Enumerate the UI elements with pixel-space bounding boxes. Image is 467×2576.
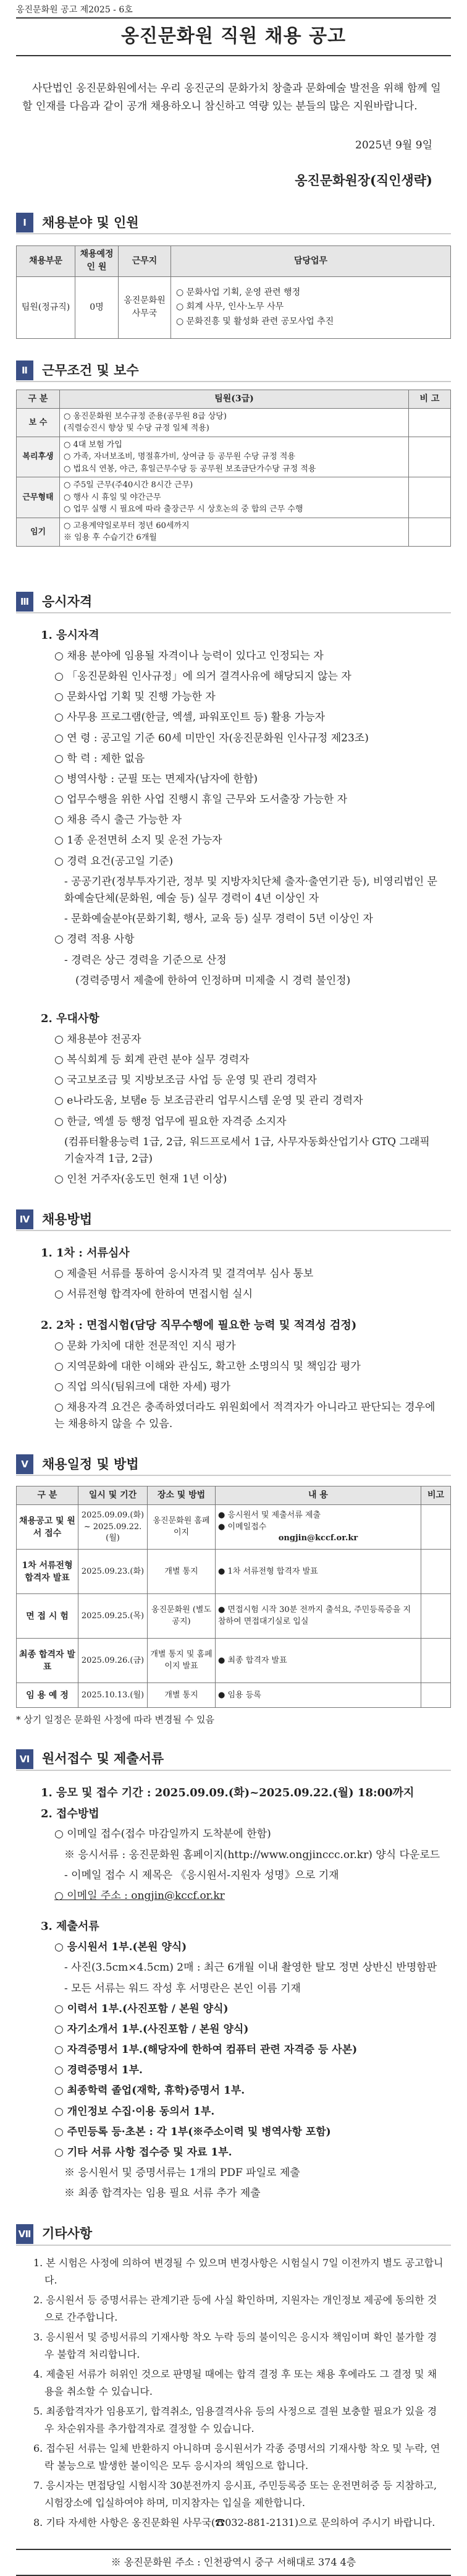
list-item: 7. 응시자는 면접당일 시험시작 30분전까지 응시표, 주민등록증 또는 운전면허증 등 지참하고, 시험장소에 입실하여야 하며, 미지참자는 입실을 제한합니다.: [33, 2479, 437, 2509]
list-item: ○ 채용 즉시 출근 가능한 자: [54, 814, 182, 827]
line: ※ 임용 후 수습기간 6개월: [64, 533, 157, 543]
row-content: ● 임용 등록: [216, 1683, 421, 1708]
list-item: ○ 채용분야 전공자: [54, 1033, 141, 1046]
notice-date: 2025년 9월 9일: [355, 139, 432, 151]
list-item: - 사진(3.5cm×4.5cm) 2매 : 최근 6개월 이내 촬영한 탈모 정면 상반신 반명함판: [64, 1961, 437, 1974]
cell-field: 팀원(정규직): [17, 276, 75, 338]
list-item: ○ 경력 적용 사항: [54, 933, 135, 946]
list-item: - 모든 서류는 워드 작성 후 서명란은 본인 이름 기재: [64, 1982, 301, 1995]
duty-line: ○ 회계 사무, 인사·노무 사무: [176, 302, 284, 312]
list-item: ○ 직업 의식(팀워크에 대한 자세) 평가: [54, 1380, 231, 1393]
list-item: 1. 본 시험은 사정에 의하여 변경될 수 있으며 변경사항은 시험실시 7일 이전까지 별도 공고합니다.: [33, 2256, 444, 2286]
list-item: ○ 제출된 서류를 통하여 응시자격 및 결격여부 심사 통보: [54, 1268, 314, 1281]
row-content: ● 면접시험 시작 30분 전까지 출석요, 주민등록증을 지참하여 면접대기실로 입실: [216, 1594, 421, 1639]
col-header: 장소 및 방법: [148, 1486, 216, 1505]
section-title: 채용분야 및 인원: [42, 215, 139, 230]
subsection-title: 2. 2차 : 면접시험(담당 직무수행에 필요한 능력 및 적격성 검정): [41, 1318, 357, 1332]
section-number: Ⅱ: [16, 360, 33, 380]
list-item: ○ 개인정보 수집·이용 동의서 1부.: [54, 2105, 215, 2118]
table-row: [17, 518, 451, 546]
table-row: [17, 1683, 451, 1708]
section-title: 근무조건 및 보수: [42, 362, 139, 378]
row-place: 개별 통지 및 홈페이지 발표: [148, 1639, 216, 1683]
row-note: [421, 1505, 451, 1550]
section-title: 기타사항: [42, 2226, 93, 2241]
schedule-table: [16, 1486, 451, 1708]
list-item: ○ 문화 가치에 대한 전문적인 지식 평가: [54, 1339, 236, 1352]
line: ○ 고용계약일로부터 정년 60세까지: [64, 521, 190, 531]
line: ○ 업무 실행 시 필요에 따라 출장근무 시 상호논의 중 합의 근무 수행: [64, 505, 303, 514]
table-row: [17, 437, 451, 477]
row-note: [421, 1639, 451, 1683]
list-item: ○ 응시원서 1부.(본원 양식): [54, 1941, 187, 1954]
table-row: [17, 477, 451, 518]
email-link[interactable]: [54, 1888, 442, 1904]
section-title: 채용일정 및 방법: [42, 1457, 139, 1472]
line: ○ 법요식 연봉, 야근, 휴일근무수당 등 공무원 보조금단가수당 규정 적용: [64, 464, 316, 474]
row-date: 2025.10.13.(월): [78, 1683, 148, 1708]
row-place: 개별 통지: [148, 1683, 216, 1708]
row-note: [421, 1550, 451, 1594]
list-item: ○ 국고보조금 및 지방보조금 사업 등 운영 및 관리 경력자: [54, 1074, 317, 1087]
table-row: [17, 1594, 451, 1639]
row-label: 면 접 시 험: [17, 1594, 78, 1639]
col-header: 비고: [421, 1486, 451, 1505]
row-content: [60, 408, 409, 437]
row-place: 옹진문화원 (별도 공지): [148, 1594, 216, 1639]
qualification-list: [54, 648, 442, 989]
line: ○ 가족, 자녀보조비, 명절휴가비, 상여금 등 공무원 수당 규정 적용: [64, 452, 295, 462]
list-item: 2. 응시원서 등 증명서류는 관계기관 등에 사실 확인하며, 지원자는 개인정보 제공에 동의한 것으로 간주합니다.: [33, 2293, 437, 2323]
list-item: ○ 복식회계 등 회계 관련 분야 실무 경력자: [54, 1054, 250, 1067]
list-item: - 문화예술분야(문화기획, 행사, 교육 등) 실무 경력이 5년 이상인 자: [64, 913, 373, 926]
list-item: ○ 학 력 : 제한 없음: [54, 752, 145, 765]
row-label: 복리후생: [17, 437, 60, 477]
row-note: [421, 1683, 451, 1708]
duty-line: ○ 문화진흥 및 활성화 관련 공모사업 추진: [176, 317, 334, 327]
col-header: 채용예정 인 원: [75, 245, 119, 276]
list-item: ○ 지역문화에 대한 이해와 관심도, 확고한 소명의식 및 책임감 평가: [54, 1360, 361, 1373]
apply-period: 1. 응모 및 접수 기간 : 2025.09.09.(화)~2025.09.22.(월) 18:00까지: [41, 1786, 414, 1799]
section-number: Ⅲ: [16, 592, 33, 612]
col-header: 채용부문: [17, 245, 75, 276]
row-note: [409, 437, 451, 477]
list-item: ○ 경력증명서 1부.: [54, 2064, 143, 2077]
section-title: 원서접수 및 제출서류: [42, 1751, 164, 1767]
list-item: ○ 서류전형 합격자에 한하여 면접시험 실시: [54, 1288, 253, 1301]
row-label: 임 용 예 정: [17, 1683, 78, 1708]
row-content: ● 최종 합격자 발표: [216, 1639, 421, 1683]
row-content: [60, 437, 409, 477]
cell-duties: [171, 276, 451, 338]
row-label: 근무형태: [17, 477, 60, 518]
list-item: 4. 제출된 서류가 허위인 것으로 판명될 때에는 합격 결정 후 또는 채용 후에라도 그 결정 및 채용을 취소할 수 있습니다.: [33, 2368, 437, 2397]
subsection-title: 2. 우대사항: [41, 1012, 99, 1025]
list-item: 6. 접수된 서류는 일체 반환하지 아니하며 응시원서가 각종 증명서의 기재사항 착오 및 누락, 연락 불능으로 발생한 불이익은 모두 응시자의 책임으로 합니다.: [33, 2442, 440, 2472]
line: ○ 4대 보험 가입: [64, 440, 122, 450]
schedule-note: * 상기 일정은 문화원 사정에 따라 변경될 수 있음: [16, 1714, 214, 1726]
subsection-title: 1. 1차 : 서류심사: [41, 1247, 130, 1260]
row-date: 2025.09.23.(화): [78, 1550, 148, 1594]
row-date: 2025.09.25.(목): [78, 1594, 148, 1639]
list-item: ○ 자기소개서 1부.(사진포함 / 본원 양식): [54, 2023, 249, 2036]
cell-location: 옹진문화원 사무국: [119, 276, 171, 338]
section-title: 응시자격: [42, 594, 93, 609]
col-header: 비 고: [409, 390, 451, 408]
subsection-title: 1. 응시자격: [41, 628, 99, 642]
section-header-method: [16, 1209, 451, 1231]
subsection-title: 3. 제출서류: [41, 1920, 99, 1934]
col-header: 팀원(3급): [60, 390, 409, 408]
intro-text: 사단법인 옹진문화원에서는 우리 옹진군의 문화가치 창출과 문화예술 발전을 위해 함께 일할 인재를 다음과 같이 공개 채용하오니 참신하고 역량 있는 분들의 많은 지원바랍니다.: [22, 82, 441, 113]
address-footer: ※ 옹진문화원 주소 : 인천광역시 중구 서해대로 374 4층: [16, 2549, 451, 2576]
row-label: 보 수: [17, 408, 60, 437]
list-item: 8. 기타 자세한 사항은 옹진문화원 사무국(☎032-881-2131)으로 문의하여 주시기 바랍니다.: [33, 2516, 435, 2528]
section-header-qualifications: [16, 591, 451, 613]
method-list-1: [54, 1266, 442, 1303]
recruit-table: [16, 245, 451, 339]
row-date: 2025.09.26.(금): [78, 1639, 148, 1683]
list-item: 3. 응시원서 및 증빙서류의 기재사항 착오 누락 등의 불이익은 응시자 책임이며 확인 불가할 경우 불합격 처리합니다.: [33, 2331, 437, 2360]
documents-list: [54, 1939, 442, 2202]
section-title: 채용방법: [42, 1212, 93, 1227]
list-item: ○ 「옹진문화원 인사규정」에 의거 결격사유에 해당되지 않는 자: [54, 670, 351, 683]
line: ○ 행사 시 휴일 및 야간근무: [64, 492, 161, 502]
line: ○ 옹진문화원 보수규정 준용(공무원 8급 상당): [64, 411, 227, 421]
row-label: 임기: [17, 518, 60, 546]
table-row: [17, 408, 451, 437]
col-header: 구 분: [17, 1486, 78, 1505]
preference-list: [54, 1031, 442, 1188]
list-item: ○ 자격증명서 1부.(해당자에 한하여 컴퓨터 관련 자격증 등 사본): [54, 2044, 358, 2057]
list-item: ○ 1종 운전면허 소지 및 운전 가능자: [54, 834, 222, 847]
list-item: - 공공기관(정부투자기관, 정부 및 지방자치단체 출자·출연기관 등), 비영리법인 문화예술단체(문화원, 예술 등) 실무 경력이 4년 이상인 자: [64, 875, 437, 905]
list-item: - 경력은 상근 경력을 기준으로 산정: [64, 953, 227, 966]
table-row: [17, 1505, 451, 1550]
row-label: 1차 서류전형 합격자 발표: [17, 1550, 78, 1594]
line: ● 응시원서 및 제출서류 제출: [218, 1510, 321, 1520]
line: ● 이메일접수: [218, 1522, 267, 1532]
col-header: 일시 및 기간: [78, 1486, 148, 1505]
line: ○ 주5일 근무(주40시간 8시간 근무): [64, 480, 193, 490]
list-item: ○ 업무수행을 위한 사업 진행시 휴일 근무와 도서출장 가능한 자: [54, 793, 348, 806]
section-header-schedule: [16, 1454, 451, 1476]
col-header: 구 분: [17, 390, 60, 408]
row-place: 옹진문화원 홈페이지: [148, 1505, 216, 1550]
section-header-conditions: [16, 360, 451, 382]
section-header-etc: [16, 2224, 451, 2246]
method-list-2: [54, 1338, 442, 1433]
list-item: ○ 연 령 : 공고일 기준 60세 미만인 자(옹진문화원 인사규정 제23조): [54, 731, 369, 744]
section-number: Ⅵ: [16, 1749, 33, 1769]
list-item: ○ 기타 서류 사항 접수증 및 자료 1부.: [54, 2146, 232, 2159]
notice-number: 옹진문화원 공고 제2025 - 6호: [16, 5, 133, 15]
list-item: ○ 병역사항 : 군필 또는 면제자(남자에 한함): [54, 772, 258, 785]
org-signature: 옹진문화원장(직인생략): [295, 173, 432, 189]
list-item: ○ 한글, 엑셀 등 행정 업무에 필요한 자격증 소지자: [54, 1115, 287, 1128]
page-title: 옹진문화원 직원 채용 공고: [16, 17, 451, 56]
list-item: ○ 이력서 1부.(사진포함 / 본원 양식): [54, 2002, 229, 2015]
list-item: ○ 채용자격 요건은 충족하였더라도 위원회에서 적격자가 아니라고 판단되는 경우에는 채용하지 않을 수 있음.: [54, 1401, 435, 1431]
etc-list: [33, 2254, 445, 2531]
row-content: [60, 477, 409, 518]
line: (직렬승진시 향상 및 수당 규정 일체 적용): [64, 424, 209, 433]
section-number: Ⅳ: [16, 1209, 33, 1229]
row-date: 2025.09.09.(화) ~ 2025.09.22.(월): [78, 1505, 148, 1550]
row-place: 개별 통지: [148, 1550, 216, 1594]
list-item: ○ 주민등록 등·초본 : 각 1부(※주소이력 및 병역사항 포함): [54, 2125, 331, 2138]
row-content: [216, 1505, 421, 1550]
email-address[interactable]: ○ 이메일 주소 : ongjin@kccf.or.kr: [54, 1890, 225, 1903]
list-item: ○ 사무용 프로그램(한글, 엑셀, 파워포인트 등) 활용 가능자: [54, 711, 326, 724]
list-item: ○ e나라도움, 보탬e 등 보조금관리 업무시스템 운영 및 관리 경력자: [54, 1094, 363, 1107]
row-label: 채용공고 및 원서 접수: [17, 1505, 78, 1550]
row-label: 최종 합격자 발 표: [17, 1639, 78, 1683]
row-note: [409, 518, 451, 546]
list-item: ※ 최종 합격자는 임용 필요 서류 추가 제출: [64, 2187, 261, 2200]
list-item: ※ 응시원서 및 증명서류는 1개의 PDF 파일로 제출: [64, 2167, 300, 2180]
subsection-title: 2. 접수방법: [41, 1807, 99, 1820]
list-item: (컴퓨터활용능력 1급, 2급, 워드프로세서 1급, 사무자동화산업기사 GTQ 그래픽 기술자격 1급, 2급): [64, 1135, 430, 1165]
list-item: ○ 이메일 접수(접수 마감일까지 도착분에 한함): [54, 1828, 271, 1841]
col-header: 근무지: [119, 245, 171, 276]
table-row: [17, 1550, 451, 1594]
section-number: Ⅰ: [16, 213, 33, 232]
list-item: ※ 응시서류 : 옹진문화원 홈페이지(http://www.ongjinccc.or.kr) 양식 다운로드: [64, 1848, 440, 1861]
row-note: [409, 408, 451, 437]
table-row: [17, 276, 451, 338]
list-item: ○ 채용 분야에 임용될 자격이나 능력이 있다고 인정되는 자: [54, 649, 324, 662]
row-note: [409, 477, 451, 518]
list-item: (경력증명서 제출에 한하여 인정하며 미제출 시 경력 불인정): [75, 974, 351, 987]
row-note: [421, 1594, 451, 1639]
list-item: ○ 인천 거주자(옹도민 현재 1년 이상): [54, 1173, 227, 1186]
section-header-recruit: [16, 212, 451, 234]
list-item: 5. 최종합격자가 임용포기, 합격취소, 임용결격사유 등의 사정으로 결원 보충할 필요가 있을 경우 차순위자를 추가합격자로 결정할 수 있습니다.: [33, 2405, 437, 2434]
list-item: ○ 최종학력 졸업(재학, 휴학)증명서 1부.: [54, 2084, 245, 2097]
section-number: Ⅶ: [16, 2224, 33, 2244]
list-item: ○ 경력 요건(공고일 기준): [54, 855, 174, 868]
duty-line: ○ 문화사업 기획, 운영 관련 행정: [176, 287, 301, 297]
list-item: ○ 문화사업 기획 및 진행 가능한 자: [54, 691, 216, 704]
conditions-table: [16, 390, 451, 547]
row-content: [60, 518, 409, 546]
col-header: 내 용: [216, 1486, 421, 1505]
section-number: Ⅴ: [16, 1454, 33, 1474]
table-row: [17, 1639, 451, 1683]
col-header: 담당업무: [171, 245, 451, 276]
apply-method-list: [54, 1826, 442, 1904]
list-item: - 이메일 접수 시 제목은 《응시원서-지원자 성명》으로 기재: [64, 1869, 339, 1882]
row-content: ● 1차 서류전형 합격자 발표: [216, 1550, 421, 1594]
cell-count: 0명: [75, 276, 119, 338]
section-header-apply: [16, 1749, 451, 1771]
email-line: ongjin@kccf.or.kr: [278, 1533, 358, 1543]
